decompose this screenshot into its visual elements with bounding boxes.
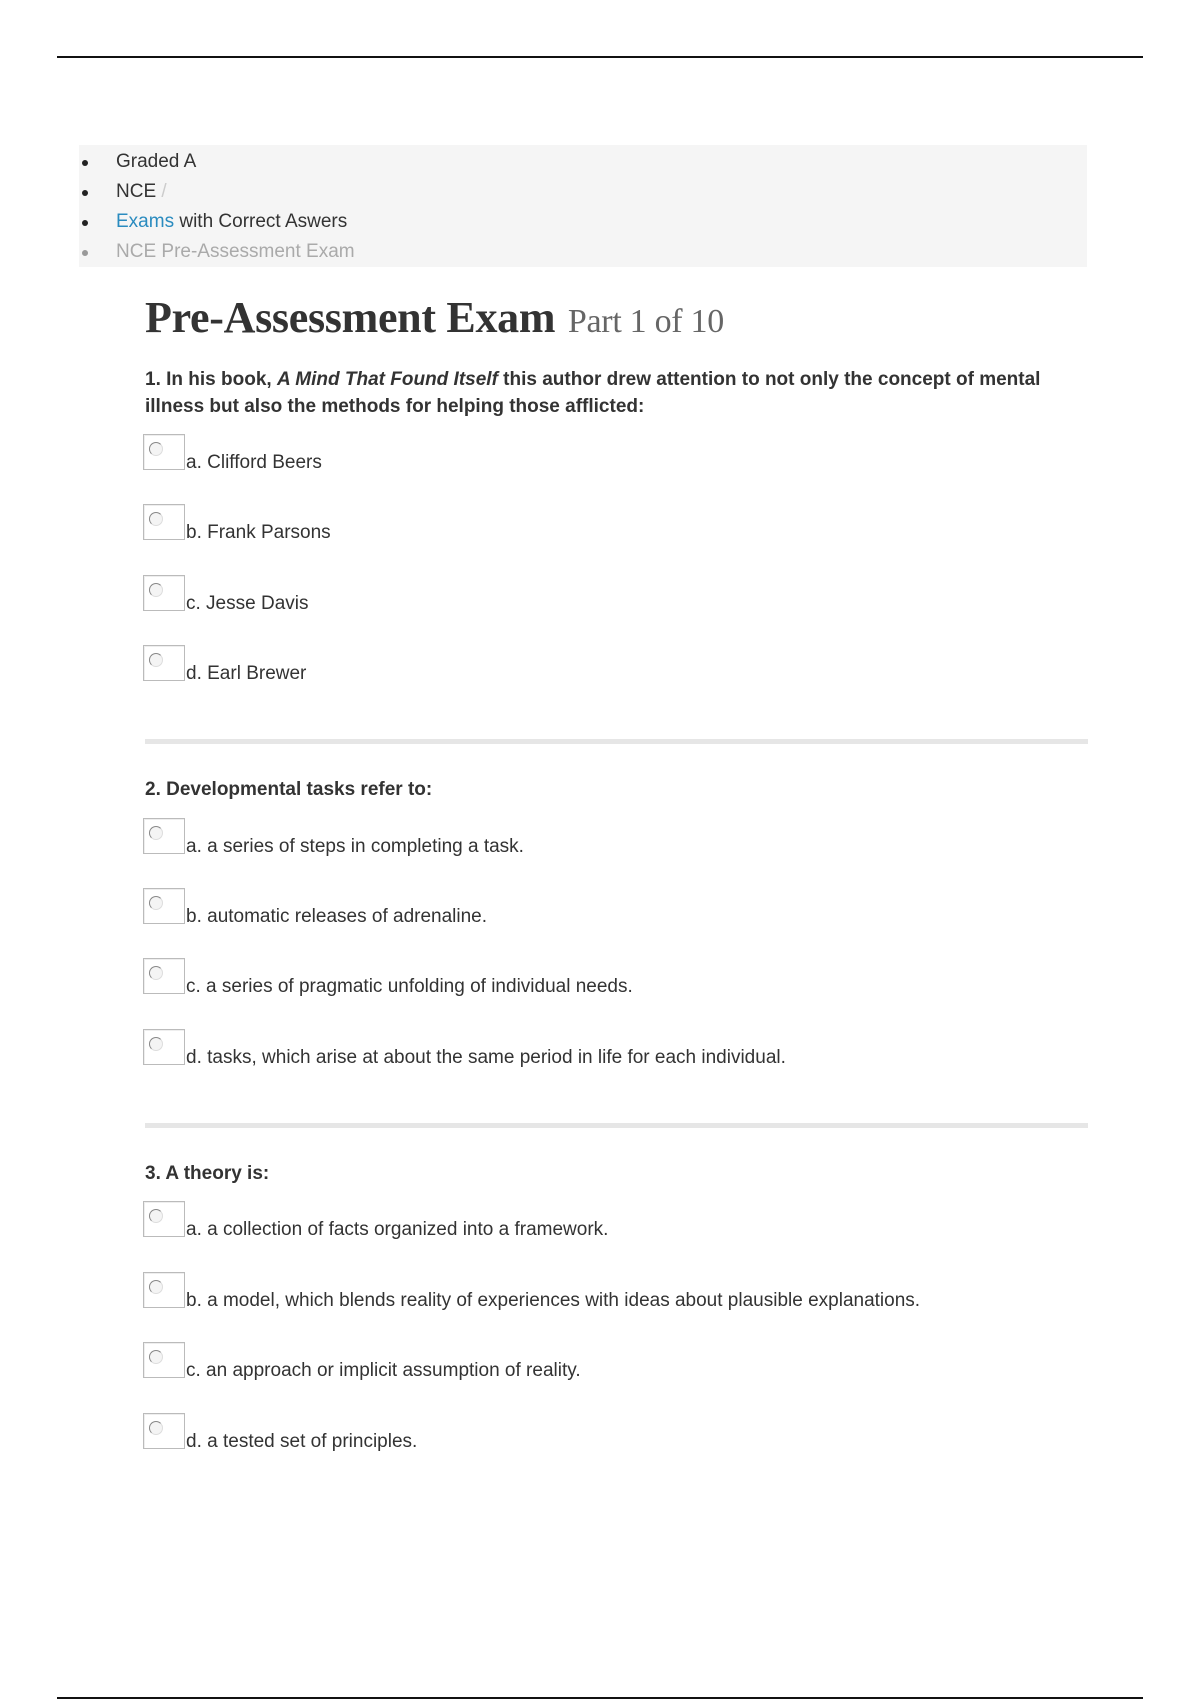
radio-button[interactable] xyxy=(149,966,163,980)
book-title: A Mind That Found Itself xyxy=(276,369,498,390)
radio-button[interactable] xyxy=(149,512,163,526)
question-1-option-d[interactable]: d. Earl Brewer xyxy=(143,645,1073,685)
radio-box[interactable] xyxy=(143,818,185,854)
question-1-option-a[interactable]: a. Clifford Beers xyxy=(143,434,1073,474)
bottom-rule xyxy=(57,1697,1143,1699)
radio-box[interactable] xyxy=(143,1272,185,1308)
question-3-text: 3. A theory is: xyxy=(145,1163,270,1184)
question-3-option-d[interactable]: d. a tested set of principles. xyxy=(143,1413,1073,1453)
radio-button[interactable] xyxy=(149,1280,163,1294)
radio-box[interactable] xyxy=(143,1201,185,1237)
breadcrumb xyxy=(79,145,1087,267)
radio-button[interactable] xyxy=(149,1350,163,1364)
question-3-option-b[interactable]: b. a model, which blends reality of experiences with ideas about plausible explanations. xyxy=(143,1272,1073,1312)
page-title: Pre-Assessment Exam Part 1 of 10 xyxy=(145,293,724,342)
breadcrumb-item-exams: Exams with Correct Aswers xyxy=(79,207,1087,237)
breadcrumb-separator: / xyxy=(156,181,167,202)
radio-box[interactable] xyxy=(143,888,185,924)
radio-box[interactable] xyxy=(143,1029,185,1065)
radio-box[interactable] xyxy=(143,1342,185,1378)
exams-link[interactable]: Exams xyxy=(116,211,175,232)
breadcrumb-item-graded[interactable]: Graded A xyxy=(79,147,1087,177)
question-divider xyxy=(145,1123,1088,1128)
radio-box[interactable] xyxy=(143,645,185,681)
question-2-option-b[interactable]: b. automatic releases of adrenaline. xyxy=(143,888,1073,928)
radio-box[interactable] xyxy=(143,504,185,540)
radio-button[interactable] xyxy=(149,1209,163,1223)
question-3-option-a[interactable]: a. a collection of facts organized into a framework. xyxy=(143,1201,1073,1241)
question-2-option-d[interactable]: d. tasks, which arise at about the same period in life for each individual. xyxy=(143,1029,1073,1069)
radio-button[interactable] xyxy=(149,1421,163,1435)
radio-box[interactable] xyxy=(143,434,185,470)
radio-button[interactable] xyxy=(149,653,163,667)
question-1-text: 1. In his book, A Mind That Found Itself this author drew attention to not only the concept of mental illness but also the methods for helping those afflicted: xyxy=(145,369,1041,417)
radio-button[interactable] xyxy=(149,1037,163,1051)
radio-box[interactable] xyxy=(143,958,185,994)
radio-button[interactable] xyxy=(149,896,163,910)
part-indicator: Part 1 of 10 xyxy=(567,303,724,340)
question-3-option-c[interactable]: c. an approach or implicit assumption of reality. xyxy=(143,1342,1073,1382)
top-rule xyxy=(57,56,1143,58)
radio-button[interactable] xyxy=(149,442,163,456)
question-1-option-c[interactable]: c. Jesse Davis xyxy=(143,575,1073,615)
radio-button[interactable] xyxy=(149,826,163,840)
breadcrumb-item-current: NCE Pre-Assessment Exam xyxy=(79,237,1087,267)
radio-box[interactable] xyxy=(143,1413,185,1449)
radio-box[interactable] xyxy=(143,575,185,611)
question-2-option-a[interactable]: a. a series of steps in completing a task. xyxy=(143,818,1073,858)
question-2-text: 2. Developmental tasks refer to: xyxy=(145,779,433,800)
radio-button[interactable] xyxy=(149,583,163,597)
question-2-option-c[interactable]: c. a series of pragmatic unfolding of individual needs. xyxy=(143,958,1073,998)
question-divider xyxy=(145,739,1088,744)
question-1-option-b[interactable]: b. Frank Parsons xyxy=(143,504,1073,544)
breadcrumb-item-nce[interactable]: NCE / xyxy=(79,177,1087,207)
